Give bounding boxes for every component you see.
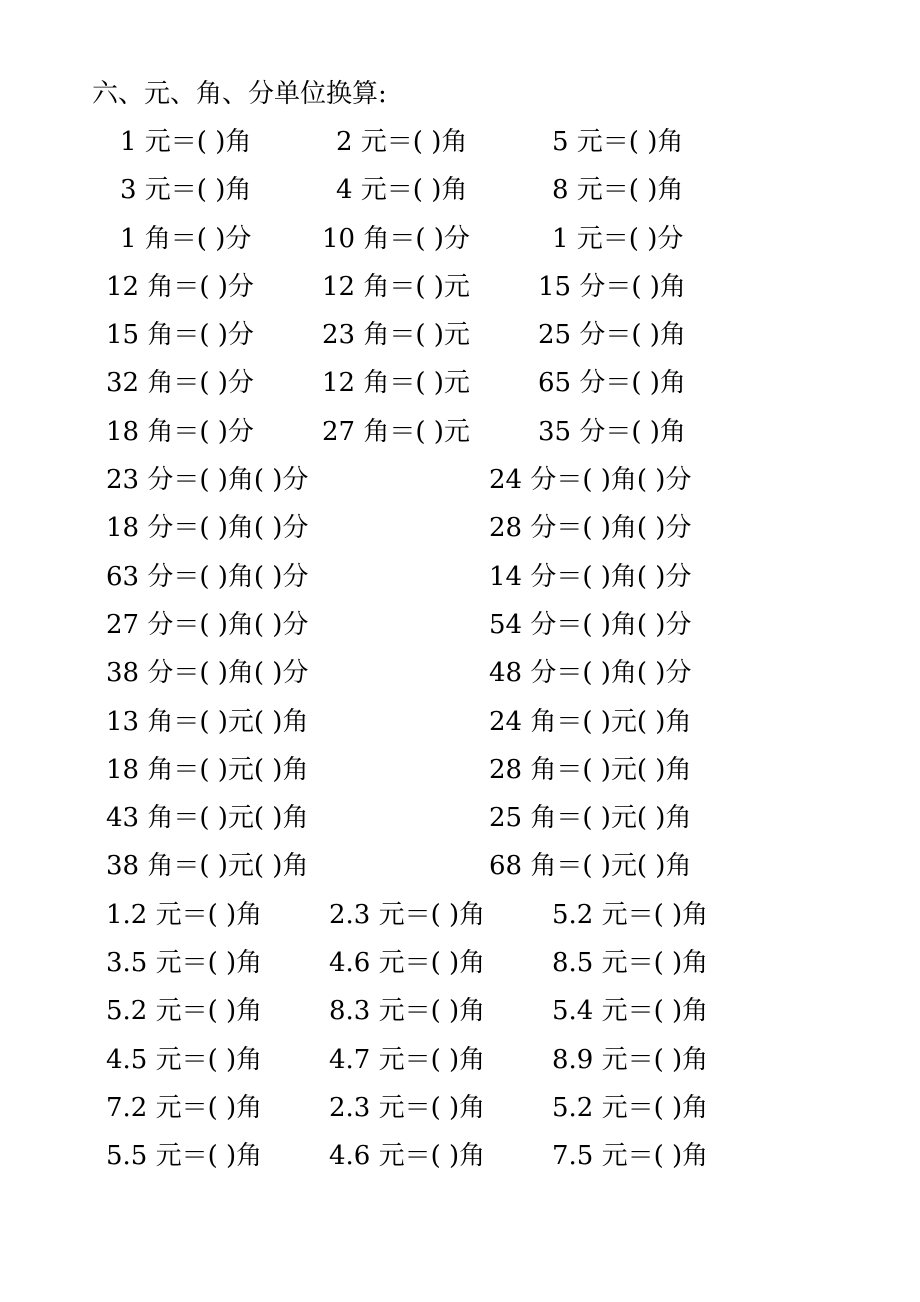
exercise-item: 5.2 元＝( )角: [552, 1092, 709, 1123]
exercise-row: [0, 215, 920, 263]
exercise-item: 65 分＝( )角: [538, 368, 686, 399]
exercise-item: 5.2 元＝( )角: [552, 899, 709, 930]
exercise-item: 27 角＝( )元: [322, 416, 470, 447]
exercise-item: 3 元＝( )角: [120, 175, 252, 206]
exercise-item: 35 分＝( )角: [538, 416, 686, 447]
exercise-item: 12 角＝( )元: [322, 368, 470, 399]
exercise-item: 8.5 元＝( )角: [552, 948, 709, 979]
exercise-item: 7.5 元＝( )角: [552, 1141, 709, 1172]
exercise-item: 25 分＝( )角: [538, 320, 686, 351]
exercise-item: 54 分＝( )角( )分: [489, 609, 692, 640]
exercise-item: 12 角＝( )元: [322, 271, 470, 302]
exercise-item: 2 元＝( )角: [336, 127, 468, 157]
exercise-row: [0, 166, 920, 214]
exercise-item: 15 分＝( )角: [538, 271, 686, 302]
exercise-row: [0, 698, 920, 746]
exercise-item: 1 元＝( )分: [552, 223, 684, 254]
exercise-item: 4.5 元＝( )角: [106, 1044, 263, 1075]
exercise-item: 38 角＝( )元( )角: [106, 851, 309, 882]
exercise-item: 4.6 元＝( )角: [329, 948, 486, 979]
exercise-row: [0, 553, 920, 601]
exercise-row: [0, 456, 920, 504]
exercise-row: [0, 504, 920, 552]
exercise-row: [0, 359, 920, 407]
exercise-item: 12 角＝( )分: [106, 271, 254, 302]
exercise-item: 2.3 元＝( )角: [329, 1092, 486, 1123]
exercise-row: [0, 746, 920, 794]
exercise-item: 7.2 元＝( )角: [106, 1092, 263, 1123]
exercise-item: 28 角＝( )元( )角: [489, 754, 692, 785]
exercise-item: 10 角＝( )分: [322, 223, 470, 254]
exercise-item: 28 分＝( )角( )分: [489, 513, 692, 544]
exercise-row: [0, 1084, 920, 1132]
exercise-item: 1 角＝( )分: [120, 223, 252, 254]
exercise-item: 14 分＝( )角( )分: [489, 561, 692, 592]
exercise-item: 27 分＝( )角( )分: [106, 609, 309, 640]
exercise-row: [0, 939, 920, 987]
exercise-item: 63 分＝( )角( )分: [106, 561, 309, 592]
exercise-item: 1.2 元＝( )角: [106, 899, 263, 930]
exercise-item: 8 元＝( )角: [552, 175, 684, 206]
exercise-item: 43 角＝( )元( )角: [106, 803, 309, 834]
exercise-row: [0, 263, 920, 311]
exercise-item: 32 角＝( )分: [106, 368, 254, 399]
exercise-item: 1 元＝( )角: [120, 127, 252, 157]
exercise-row: [0, 1036, 920, 1084]
exercise-row: [0, 649, 920, 697]
exercise-item: 4.6 元＝( )角: [329, 1141, 486, 1172]
exercise-item: 8.3 元＝( )角: [329, 996, 486, 1027]
exercise-item: 48 分＝( )角( )分: [489, 658, 692, 689]
exercise-item: 15 角＝( )分: [106, 320, 254, 351]
exercise-row: [0, 311, 920, 359]
exercise-item: 4.7 元＝( )角: [329, 1044, 486, 1075]
exercise-item: 5.4 元＝( )角: [552, 996, 709, 1027]
exercise-row: [0, 891, 920, 939]
exercise-row: [0, 987, 920, 1035]
exercise-item: 18 角＝( )分: [106, 416, 254, 447]
exercise-item: 18 分＝( )角( )分: [106, 513, 309, 544]
exercise-row: [0, 1132, 920, 1180]
exercise-item: 24 分＝( )角( )分: [489, 465, 692, 496]
exercise-item: 23 角＝( )元: [322, 320, 470, 351]
exercise-item: 23 分＝( )角( )分: [106, 465, 309, 496]
exercise-item: 25 角＝( )元( )角: [489, 803, 692, 834]
exercise-item: 18 角＝( )元( )角: [106, 754, 309, 785]
exercise-item: 5 元＝( )角: [552, 127, 684, 157]
exercise-row: [0, 118, 920, 166]
exercise-row: [0, 794, 920, 842]
exercise-item: 8.9 元＝( )角: [552, 1044, 709, 1075]
exercise-item: 3.5 元＝( )角: [106, 948, 263, 979]
exercise-item: 5.2 元＝( )角: [106, 996, 263, 1027]
exercise-list: [0, 118, 920, 1181]
exercise-item: 2.3 元＝( )角: [329, 899, 486, 930]
exercise-item: 38 分＝( )角( )分: [106, 658, 309, 689]
exercise-item: 24 角＝( )元( )角: [489, 706, 692, 737]
exercise-item: 68 角＝( )元( )角: [489, 851, 692, 882]
section-title: 六、元、角、分单位换算:: [92, 79, 387, 109]
exercise-row: [0, 408, 920, 456]
exercise-item: 13 角＝( )元( )角: [106, 706, 309, 737]
exercise-row: [0, 601, 920, 649]
exercise-row: [0, 842, 920, 890]
exercise-item: 5.5 元＝( )角: [106, 1141, 263, 1172]
exercise-item: 4 元＝( )角: [336, 175, 468, 206]
